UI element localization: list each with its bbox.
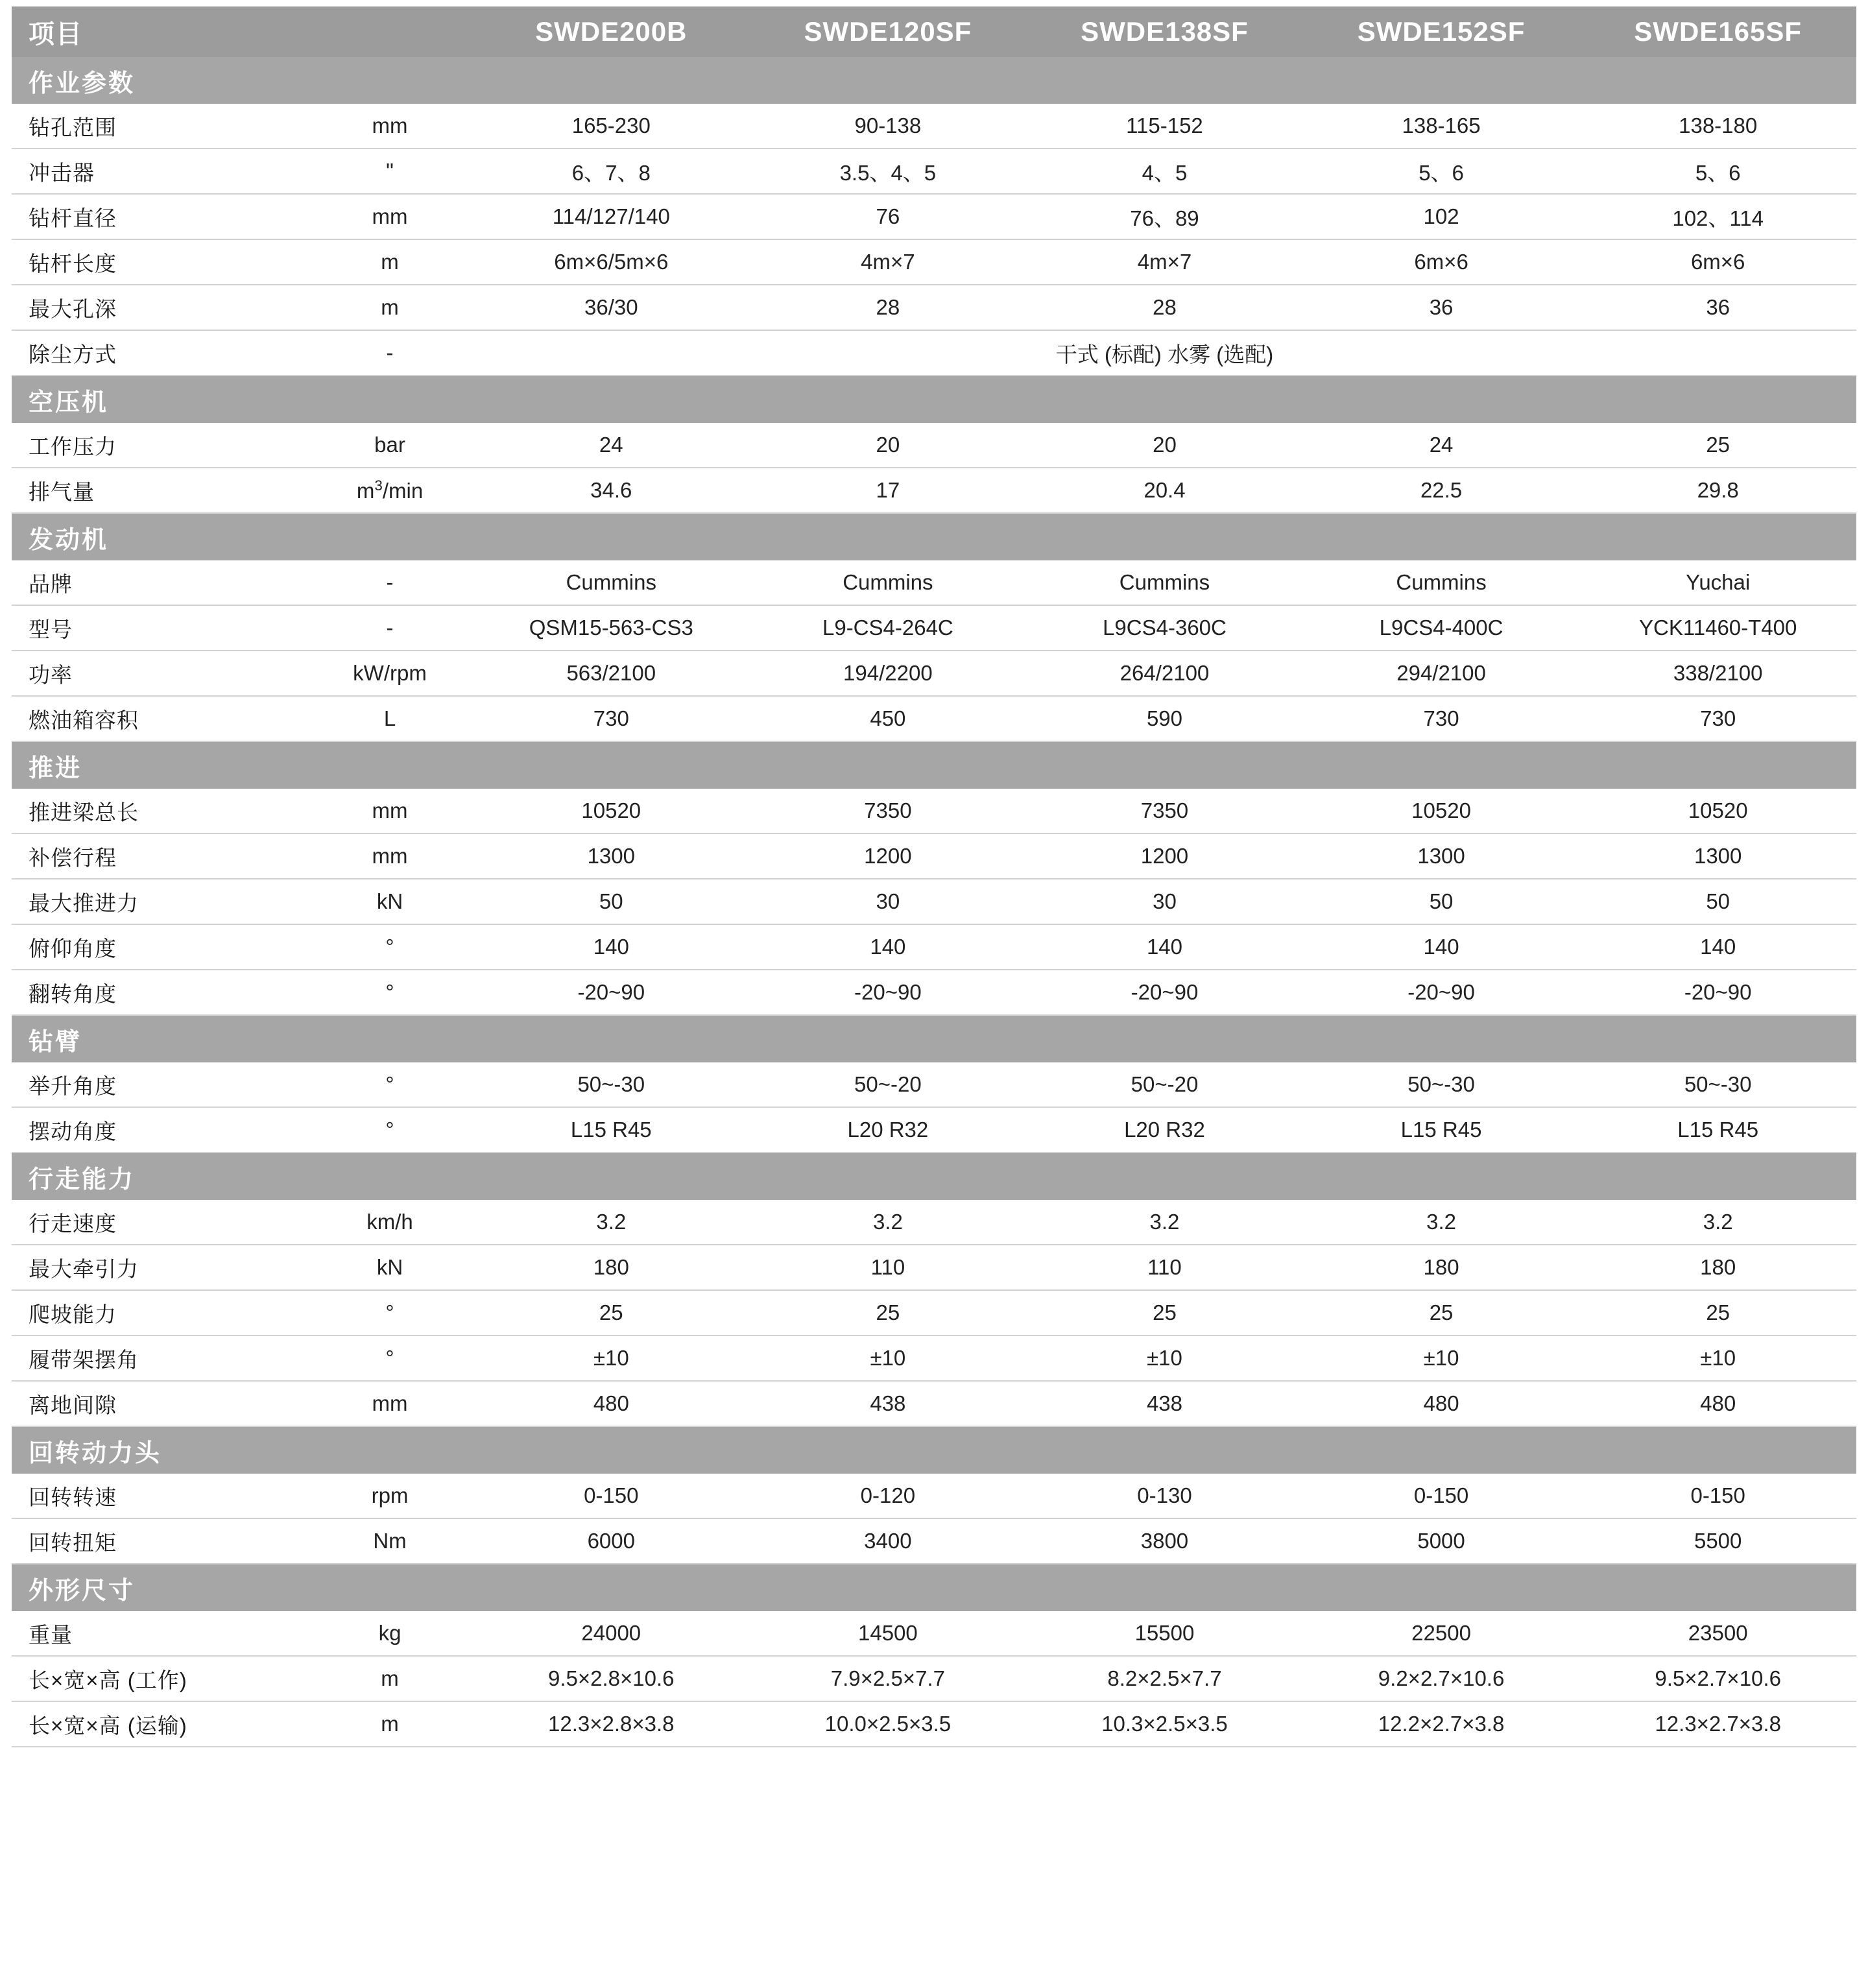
row-value-4: 6m×6 [1303, 239, 1580, 285]
section-header-row [12, 376, 1856, 423]
row-value-2: 0-120 [750, 1474, 1027, 1518]
row-value-3: 20 [1026, 423, 1303, 468]
row-value-3: 15500 [1026, 1611, 1303, 1656]
row-value-1: 24000 [473, 1611, 750, 1656]
row-value-5: 25 [1579, 1290, 1856, 1335]
row-value-4: 24 [1303, 423, 1580, 468]
row-value-4: 5、6 [1303, 149, 1580, 194]
row-value-2: 7.9×2.5×7.7 [750, 1656, 1027, 1701]
row-value-5: 102、114 [1579, 194, 1856, 239]
row-value-5: 12.3×2.7×3.8 [1579, 1701, 1856, 1747]
row-value-1: 12.3×2.8×3.8 [473, 1701, 750, 1747]
row-label: 补偿行程 [12, 833, 307, 879]
row-value-4: 1300 [1303, 833, 1580, 879]
section-header-row [12, 1426, 1856, 1474]
table-row [12, 1290, 1856, 1335]
row-unit: ° [307, 970, 473, 1015]
row-label: 长×宽×高 (运输) [12, 1701, 307, 1747]
row-value-5: 3.2 [1579, 1200, 1856, 1245]
row-value-1: 0-150 [473, 1474, 750, 1518]
row-value-3: 76、89 [1026, 194, 1303, 239]
row-unit: km/h [307, 1200, 473, 1245]
row-value-3: 4、5 [1026, 149, 1303, 194]
row-value-3: 3800 [1026, 1518, 1303, 1564]
table-row [12, 239, 1856, 285]
row-value-4: 10520 [1303, 789, 1580, 833]
row-value-1: 9.5×2.8×10.6 [473, 1656, 750, 1701]
row-value-5: 1300 [1579, 833, 1856, 879]
section-header-row [12, 513, 1856, 560]
row-value-2: 194/2200 [750, 651, 1027, 696]
row-value-1: 6m×6/5m×6 [473, 239, 750, 285]
row-value-2: 4m×7 [750, 239, 1027, 285]
section-header-row [12, 741, 1856, 789]
section-header-row [12, 1564, 1856, 1611]
header-model-3: SWDE138SF [1026, 6, 1303, 57]
row-value-4: 36 [1303, 285, 1580, 330]
row-value-5: 50 [1579, 879, 1856, 924]
row-unit: kN [307, 1245, 473, 1290]
row-value-5: YCK11460-T400 [1579, 605, 1856, 651]
table-row [12, 285, 1856, 330]
row-label: 回转转速 [12, 1474, 307, 1518]
row-label: 最大推进力 [12, 879, 307, 924]
row-value-2: 3.2 [750, 1200, 1027, 1245]
header-model-5: SWDE165SF [1579, 6, 1856, 57]
row-value-5: 29.8 [1579, 468, 1856, 513]
row-unit: rpm [307, 1474, 473, 1518]
row-label: 排气量 [12, 468, 307, 513]
row-value-2: L9-CS4-264C [750, 605, 1027, 651]
row-value-2: 76 [750, 194, 1027, 239]
row-value-2: 110 [750, 1245, 1027, 1290]
row-value-1: 10520 [473, 789, 750, 833]
row-value-5: 9.5×2.7×10.6 [1579, 1656, 1856, 1701]
row-value-4: 50~-30 [1303, 1062, 1580, 1107]
row-value-4: 294/2100 [1303, 651, 1580, 696]
row-value-3: Cummins [1026, 560, 1303, 605]
row-unit: m [307, 1656, 473, 1701]
row-value-3: 50~-20 [1026, 1062, 1303, 1107]
row-value-4: 0-150 [1303, 1474, 1580, 1518]
row-value-5: Yuchai [1579, 560, 1856, 605]
section-title: 行走能力 [12, 1153, 1856, 1200]
row-value-2: ±10 [750, 1335, 1027, 1381]
row-label: 履带架摆角 [12, 1335, 307, 1381]
table-row [12, 1701, 1856, 1747]
section-header-row [12, 1015, 1856, 1062]
table-row [12, 970, 1856, 1015]
row-value-2: 450 [750, 696, 1027, 741]
row-value-4: 138-165 [1303, 104, 1580, 149]
row-value-2: L20 R32 [750, 1107, 1027, 1153]
row-value-4: 22.5 [1303, 468, 1580, 513]
row-value-2: 25 [750, 1290, 1027, 1335]
row-label: 燃油箱容积 [12, 696, 307, 741]
table-row [12, 104, 1856, 149]
row-value-1: 180 [473, 1245, 750, 1290]
row-unit: " [307, 149, 473, 194]
row-value-5: ±10 [1579, 1335, 1856, 1381]
row-value-2: 17 [750, 468, 1027, 513]
row-value-3: 25 [1026, 1290, 1303, 1335]
section-title: 外形尺寸 [12, 1564, 1856, 1611]
row-label: 回转扭矩 [12, 1518, 307, 1564]
header-item-label: 项目 [12, 6, 307, 57]
row-value-3: 10.3×2.5×3.5 [1026, 1701, 1303, 1747]
row-unit: mm [307, 194, 473, 239]
row-unit: mm [307, 1381, 473, 1426]
row-value-4: 180 [1303, 1245, 1580, 1290]
row-value-2: 14500 [750, 1611, 1027, 1656]
row-label: 工作压力 [12, 423, 307, 468]
section-title: 空压机 [12, 376, 1856, 423]
row-value-4: 480 [1303, 1381, 1580, 1426]
row-value-3: 438 [1026, 1381, 1303, 1426]
row-value-4: -20~90 [1303, 970, 1580, 1015]
row-value-4: 102 [1303, 194, 1580, 239]
row-label: 冲击器 [12, 149, 307, 194]
section-title: 回转动力头 [12, 1426, 1856, 1474]
header-model-1: SWDE200B [473, 6, 750, 57]
row-value-5: 140 [1579, 924, 1856, 970]
row-value-3: 8.2×2.5×7.7 [1026, 1656, 1303, 1701]
section-title: 发动机 [12, 513, 1856, 560]
row-value-1: 140 [473, 924, 750, 970]
row-value-5: 5、6 [1579, 149, 1856, 194]
row-value-1: L15 R45 [473, 1107, 750, 1153]
row-unit: mm [307, 833, 473, 879]
row-value-2: 30 [750, 879, 1027, 924]
row-value-4: 22500 [1303, 1611, 1580, 1656]
row-value-5: 5500 [1579, 1518, 1856, 1564]
row-value-3: 7350 [1026, 789, 1303, 833]
row-value-2: 140 [750, 924, 1027, 970]
row-label: 除尘方式 [12, 330, 307, 376]
table-row [12, 1381, 1856, 1426]
row-value-2: 90-138 [750, 104, 1027, 149]
row-value-3: 590 [1026, 696, 1303, 741]
row-value-2: 3.5、4、5 [750, 149, 1027, 194]
row-unit: m [307, 1701, 473, 1747]
row-label: 功率 [12, 651, 307, 696]
row-span-value: 干式 (标配) 水雾 (选配) [473, 330, 1856, 376]
row-value-5: 730 [1579, 696, 1856, 741]
row-label: 翻转角度 [12, 970, 307, 1015]
row-value-1: 50~-30 [473, 1062, 750, 1107]
row-value-1: 6000 [473, 1518, 750, 1564]
row-label: 钻杆直径 [12, 194, 307, 239]
row-label: 举升角度 [12, 1062, 307, 1107]
table-row [12, 330, 1856, 376]
row-value-1: 730 [473, 696, 750, 741]
row-unit: kN [307, 879, 473, 924]
row-value-5: 23500 [1579, 1611, 1856, 1656]
row-value-4: 140 [1303, 924, 1580, 970]
row-unit: ° [307, 1335, 473, 1381]
row-label: 离地间隙 [12, 1381, 307, 1426]
row-value-1: 24 [473, 423, 750, 468]
row-value-5: 6m×6 [1579, 239, 1856, 285]
row-value-1: 1300 [473, 833, 750, 879]
row-value-1: 3.2 [473, 1200, 750, 1245]
row-label: 品牌 [12, 560, 307, 605]
row-label: 钻孔范围 [12, 104, 307, 149]
row-label: 行走速度 [12, 1200, 307, 1245]
table-row [12, 1062, 1856, 1107]
row-value-1: 114/127/140 [473, 194, 750, 239]
row-value-5: 50~-30 [1579, 1062, 1856, 1107]
row-value-3: 264/2100 [1026, 651, 1303, 696]
row-value-5: 25 [1579, 423, 1856, 468]
row-label: 爬坡能力 [12, 1290, 307, 1335]
row-value-1: 34.6 [473, 468, 750, 513]
row-value-2: -20~90 [750, 970, 1027, 1015]
row-unit: mm [307, 789, 473, 833]
row-value-5: -20~90 [1579, 970, 1856, 1015]
row-value-3: 20.4 [1026, 468, 1303, 513]
row-value-1: 563/2100 [473, 651, 750, 696]
row-unit: $m^3/\min$ [307, 468, 473, 513]
row-value-2: 10.0×2.5×3.5 [750, 1701, 1027, 1747]
row-value-3: ±10 [1026, 1335, 1303, 1381]
header-model-2: SWDE120SF [750, 6, 1027, 57]
row-label: 重量 [12, 1611, 307, 1656]
row-value-4: L9CS4-400C [1303, 605, 1580, 651]
row-value-1: 480 [473, 1381, 750, 1426]
row-value-3: -20~90 [1026, 970, 1303, 1015]
table-row [12, 1474, 1856, 1518]
section-title: 推进 [12, 741, 1856, 789]
row-value-4: 730 [1303, 696, 1580, 741]
row-label: 最大孔深 [12, 285, 307, 330]
row-unit: m [307, 285, 473, 330]
row-unit: - [307, 560, 473, 605]
row-unit: mm [307, 104, 473, 149]
table-row [12, 468, 1856, 513]
table-row [12, 605, 1856, 651]
row-value-5: L15 R45 [1579, 1107, 1856, 1153]
row-value-2: 28 [750, 285, 1027, 330]
row-unit: L [307, 696, 473, 741]
row-value-4: 3.2 [1303, 1200, 1580, 1245]
row-unit: kW/rpm [307, 651, 473, 696]
row-value-1: 165-230 [473, 104, 750, 149]
row-value-1: 36/30 [473, 285, 750, 330]
table-row [12, 1245, 1856, 1290]
section-header-row [12, 1153, 1856, 1200]
header-unit-label [307, 6, 473, 57]
row-value-4: Cummins [1303, 560, 1580, 605]
row-value-3: L20 R32 [1026, 1107, 1303, 1153]
row-value-5: 36 [1579, 285, 1856, 330]
row-value-3: 140 [1026, 924, 1303, 970]
row-value-1: QSM15-563-CS3 [473, 605, 750, 651]
row-value-3: L9CS4-360C [1026, 605, 1303, 651]
table-row [12, 1518, 1856, 1564]
row-unit: ° [307, 1062, 473, 1107]
row-unit: Nm [307, 1518, 473, 1564]
row-unit: ° [307, 924, 473, 970]
row-label: 摆动角度 [12, 1107, 307, 1153]
table-row [12, 560, 1856, 605]
row-label: 长×宽×高 (工作) [12, 1656, 307, 1701]
section-title: 钻臂 [12, 1015, 1856, 1062]
row-value-5: 338/2100 [1579, 651, 1856, 696]
row-unit: m [307, 239, 473, 285]
row-label: 型号 [12, 605, 307, 651]
table-row [12, 1611, 1856, 1656]
row-label: 推进梁总长 [12, 789, 307, 833]
table-row [12, 879, 1856, 924]
table-row [12, 1656, 1856, 1701]
row-value-3: 110 [1026, 1245, 1303, 1290]
row-label: 俯仰角度 [12, 924, 307, 970]
row-value-1: ±10 [473, 1335, 750, 1381]
row-value-4: 12.2×2.7×3.8 [1303, 1701, 1580, 1747]
row-value-3: 0-130 [1026, 1474, 1303, 1518]
row-unit: - [307, 605, 473, 651]
table-row [12, 696, 1856, 741]
row-label: 最大牵引力 [12, 1245, 307, 1290]
row-label: 钻杆长度 [12, 239, 307, 285]
row-value-1: -20~90 [473, 970, 750, 1015]
table-row [12, 1200, 1856, 1245]
row-value-5: 138-180 [1579, 104, 1856, 149]
row-unit: ° [307, 1290, 473, 1335]
row-value-5: 480 [1579, 1381, 1856, 1426]
table-row [12, 194, 1856, 239]
row-value-4: 5000 [1303, 1518, 1580, 1564]
row-value-3: 115-152 [1026, 104, 1303, 149]
table-row [12, 1107, 1856, 1153]
row-value-3: 4m×7 [1026, 239, 1303, 285]
row-value-1: 6、7、8 [473, 149, 750, 194]
table-row [12, 423, 1856, 468]
row-value-5: 180 [1579, 1245, 1856, 1290]
row-value-5: 10520 [1579, 789, 1856, 833]
header-model-4: SWDE152SF [1303, 6, 1580, 57]
row-value-4: 50 [1303, 879, 1580, 924]
row-value-4: ±10 [1303, 1335, 1580, 1381]
section-header-row [12, 57, 1856, 104]
row-value-1: 25 [473, 1290, 750, 1335]
row-value-1: 50 [473, 879, 750, 924]
row-value-5: 0-150 [1579, 1474, 1856, 1518]
row-unit: - [307, 330, 473, 376]
row-value-4: 9.2×2.7×10.6 [1303, 1656, 1580, 1701]
table-row [12, 833, 1856, 879]
row-value-2: 1200 [750, 833, 1027, 879]
row-value-2: 20 [750, 423, 1027, 468]
specification-table [12, 6, 1856, 1747]
row-value-3: 3.2 [1026, 1200, 1303, 1245]
row-value-2: 3400 [750, 1518, 1027, 1564]
row-value-3: 1200 [1026, 833, 1303, 879]
table-header-row [12, 6, 1856, 57]
table-row [12, 924, 1856, 970]
table-row [12, 651, 1856, 696]
row-value-2: 7350 [750, 789, 1027, 833]
section-title: 作业参数 [12, 57, 1856, 104]
row-value-1: Cummins [473, 560, 750, 605]
row-unit: ° [307, 1107, 473, 1153]
row-unit: kg [307, 1611, 473, 1656]
table-row [12, 149, 1856, 194]
table-row [12, 1335, 1856, 1381]
row-value-2: 438 [750, 1381, 1027, 1426]
row-value-2: Cummins [750, 560, 1027, 605]
table-row [12, 789, 1856, 833]
row-value-3: 28 [1026, 285, 1303, 330]
row-value-4: 25 [1303, 1290, 1580, 1335]
row-unit: bar [307, 423, 473, 468]
row-value-2: 50~-20 [750, 1062, 1027, 1107]
row-value-3: 30 [1026, 879, 1303, 924]
row-value-4: L15 R45 [1303, 1107, 1580, 1153]
